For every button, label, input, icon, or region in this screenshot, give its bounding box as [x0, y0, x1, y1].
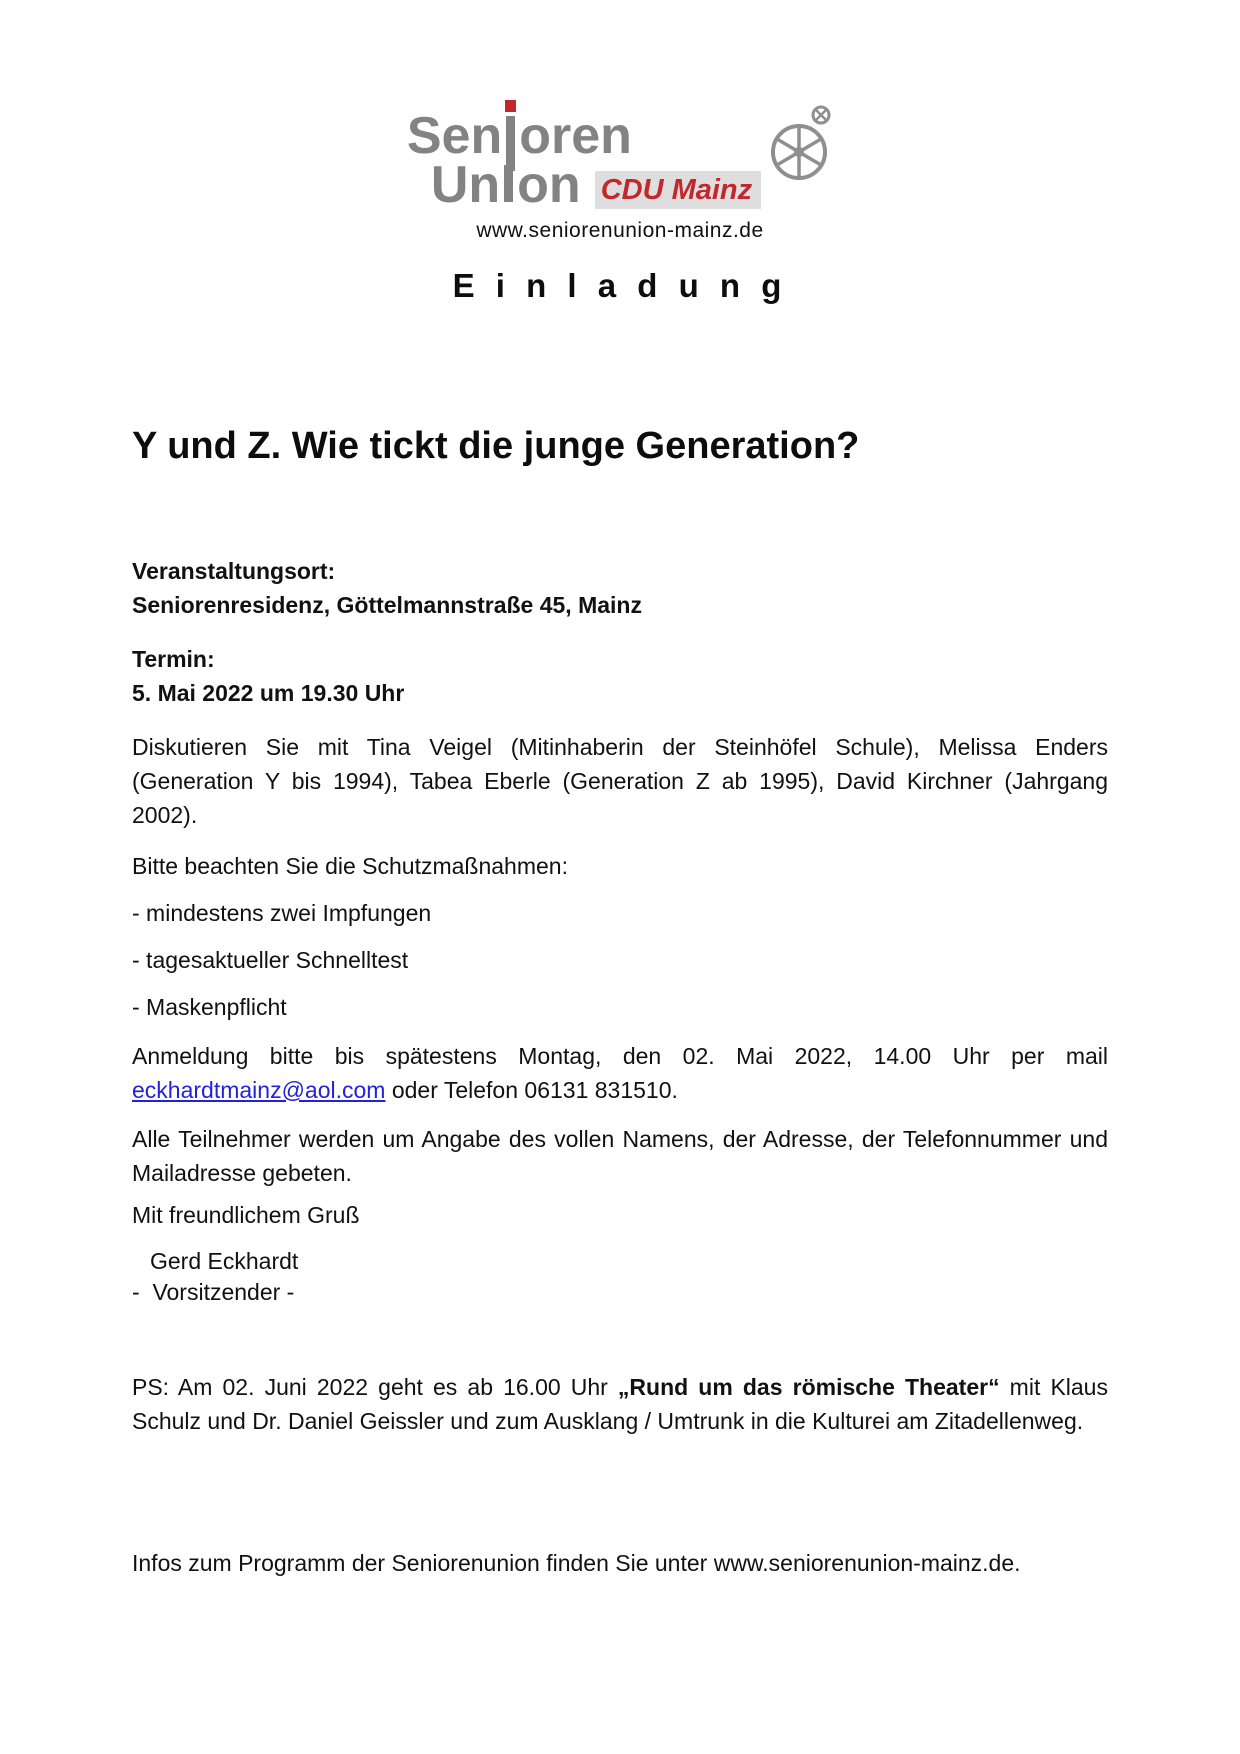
signature-name: Gerd Eckhardt	[150, 1248, 299, 1274]
registration-text-pre: Anmeldung bitte bis spätestens Montag, den 02. Mai 2022, 14.00 Uhr per mail	[132, 1043, 1108, 1069]
measures-intro: Bitte beachten Sie die Schutzmaßnahmen:	[132, 853, 568, 879]
invitation-title: E i n l a d u n g	[452, 267, 788, 304]
footer-info-text: Infos zum Programm der Seniorenunion finden Sie unter www.seniorenunion-mainz.de.	[132, 1550, 1021, 1576]
logo-text-sen: Sen	[406, 107, 503, 165]
ps-text-post: mit Klaus Schulz und Dr. Daniel Geissler und zum Ausklang / Umtrunk in die Kulturei am Zitadellenweg.	[132, 1374, 1108, 1434]
venue-block	[132, 554, 1108, 622]
attendees-note-paragraph: Alle Teilnehmer werden um Angabe des vollen Namens, der Adresse, der Telefonnummer und Mailadresse gebeten.	[132, 1126, 1108, 1186]
logo	[132, 107, 1108, 214]
cdu-mainz-label: CDU Mainz	[595, 171, 761, 209]
signature-role: - Vorsitzender -	[132, 1279, 295, 1305]
measure-item-mask: - Maskenpflicht	[132, 994, 287, 1020]
intro-paragraph: Diskutieren Sie mit Tina Veigel (Mitinhaberin der Steinhöfel Schule), Melissa Enders (Generation Y bis 1994), Tabea Eberle (Generation Z ab 1995), David Kirchner (Jahrgang 2002).	[132, 734, 1108, 828]
closing-salutation: Mit freundlichem Gruß	[132, 1202, 360, 1228]
logo-line-senioren	[406, 107, 761, 165]
measure-item-test: - tagesaktueller Schnelltest	[132, 947, 409, 973]
registration-paragraph	[132, 1039, 1108, 1107]
venue-label: Veranstaltungsort:	[132, 558, 336, 584]
event-headline: Y und Z. Wie tickt die junge Generation?	[132, 425, 860, 467]
signature-block	[132, 1246, 1108, 1308]
logo-i-mark-red-dot	[506, 116, 515, 153]
date-label: Termin:	[132, 646, 215, 672]
date-block	[132, 642, 1108, 710]
logo-wordmark	[406, 107, 761, 214]
ps-paragraph	[132, 1370, 1108, 1438]
measure-item-vaccination: - mindestens zwei Impfungen	[132, 900, 432, 926]
logo-text-oren: oren	[519, 107, 632, 165]
logo-i-mark	[504, 165, 513, 202]
mainzer-rad-icon	[769, 102, 833, 192]
logo-text-on: on	[517, 156, 581, 214]
email-link[interactable]: eckhardtmainz@aol.com	[132, 1077, 386, 1103]
logo-line-union	[407, 156, 761, 214]
logo-website-text: www.seniorenunion-mainz.de	[476, 219, 764, 242]
registration-text-post: oder Telefon 06131 831510.	[385, 1077, 678, 1103]
venue-value: Seniorenresidenz, Göttelmannstraße 45, Mainz	[132, 592, 642, 618]
date-value: 5. Mai 2022 um 19.30 Uhr	[132, 680, 405, 706]
ps-text-pre: PS: Am 02. Juni 2022 geht es ab 16.00 Uhr	[132, 1374, 618, 1400]
ps-event-title: „Rund um das römische Theater“	[617, 1374, 1000, 1400]
logo-text-un: Un	[430, 156, 501, 214]
